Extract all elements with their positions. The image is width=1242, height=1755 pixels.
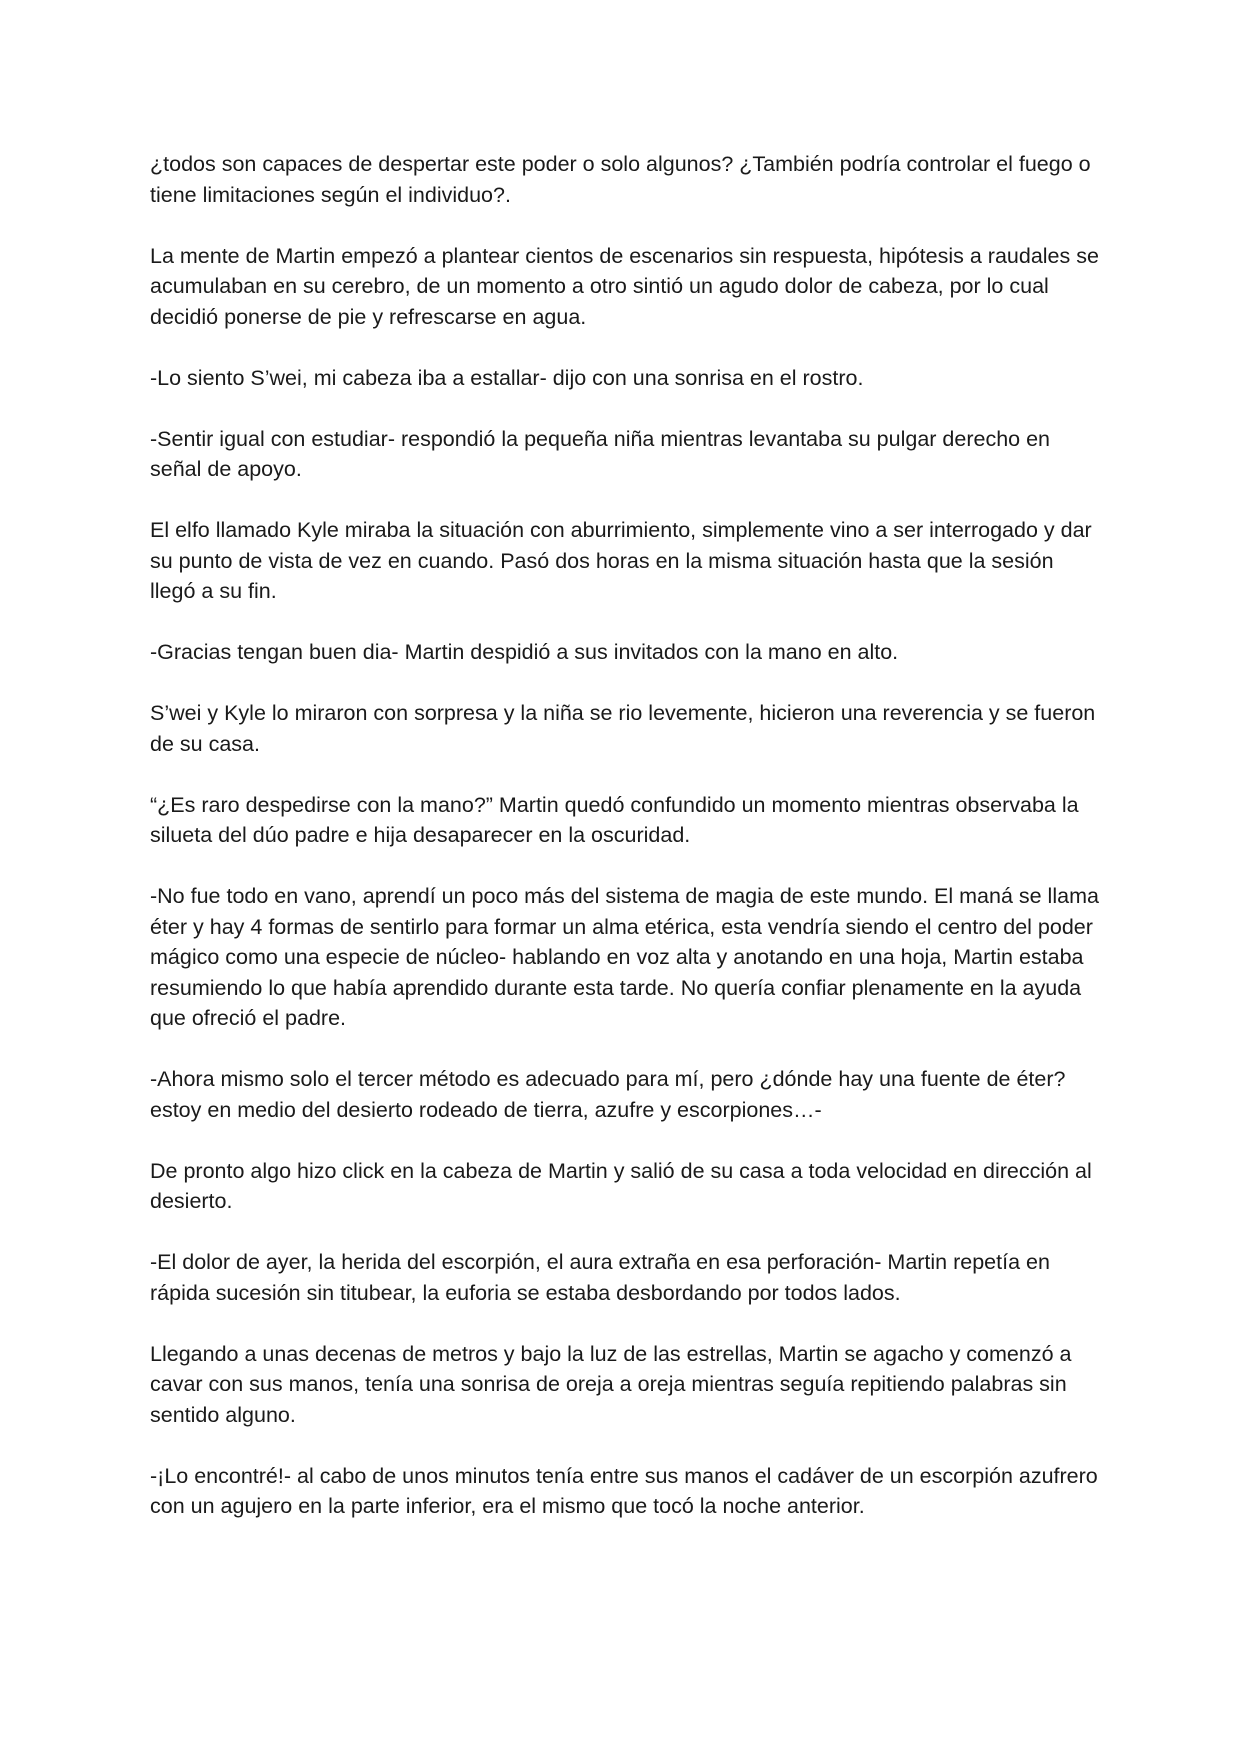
paragraph: -¡Lo encontré!- al cabo de unos minutos tenía entre sus manos el cadáver de un escorpión azufrero con un agujero en la parte inferior, era el mismo que tocó la noche anterior. xyxy=(150,1463,1098,1518)
paragraph: S’wei y Kyle lo miraron con sorpresa y la niña se rio levemente, hicieron una reverencia y se fueron de su casa. xyxy=(150,701,1096,756)
paragraph: -Lo siento S’wei, mi cabeza iba a estallar- dijo con una sonrisa en el rostro. xyxy=(150,365,864,390)
paragraph: “¿Es raro despedirse con la mano?” Martin quedó confundido un momento mientras observaba la silueta del dúo padre e hija desaparecer en la oscuridad. xyxy=(150,792,1079,847)
paragraph: -Ahora mismo solo el tercer método es adecuado para mí, pero ¿dónde hay una fuente de éter? estoy en medio del desierto rodeado de tierra, azufre y escorpiones…- xyxy=(150,1067,1066,1122)
paragraph: La mente de Martin empezó a plantear cientos de escenarios sin respuesta, hipótesis a raudales se acumulaban en su cerebro, de un momento a otro sintió un agudo dolor de cabeza, por lo cual decidió ponerse de pie y refrescarse en agua. xyxy=(150,243,1099,329)
paragraph: De pronto algo hizo click en la cabeza de Martin y salió de su casa a toda velocidad en dirección al desierto. xyxy=(150,1158,1092,1213)
document-body xyxy=(150,149,1100,1522)
paragraph: -Gracias tengan buen dia- Martin despidió a sus invitados con la mano en alto. xyxy=(150,640,899,664)
paragraph: El elfo llamado Kyle miraba la situación con aburrimiento, simplemente vino a ser interrogado y dar su punto de vista de vez en cuando. Pasó dos horas en la misma situación hasta que la sesión llegó a su fin. xyxy=(150,518,1092,603)
paragraph: -No fue todo en vano, aprendí un poco más del sistema de magia de este mundo. El maná se llama éter y hay 4 formas de sentirlo para formar un alma etérica, esta vendría siendo el centro del poder mágico como una especie de núcleo- hablando en voz alta y anotando en una hoja, Martin estaba resumiendo lo que había aprendido durante esta tarde. No quería confiar plenamente en la ayuda que ofreció el padre. xyxy=(150,884,1099,1030)
paragraph: -Sentir igual con estudiar- respondió la pequeña niña mientras levantaba su pulgar derecho en señal de apoyo. xyxy=(150,426,1050,481)
paragraph: ¿todos son capaces de despertar este poder o solo algunos? ¿También podría controlar el fuego o tiene limitaciones según el individuo?. xyxy=(150,152,1091,207)
paragraph: -El dolor de ayer, la herida del escorpión, el aura extraña en esa perforación- Martin repetía en rápida sucesión sin titubear, la euforia se estaba desbordando por todos lados. xyxy=(150,1250,1050,1305)
paragraph: Llegando a unas decenas de metros y bajo la luz de las estrellas, Martin se agacho y comenzó a cavar con sus manos, tenía una sonrisa de oreja a oreja mientras seguía repitiendo palabras sin sentido alguno. xyxy=(150,1341,1072,1427)
